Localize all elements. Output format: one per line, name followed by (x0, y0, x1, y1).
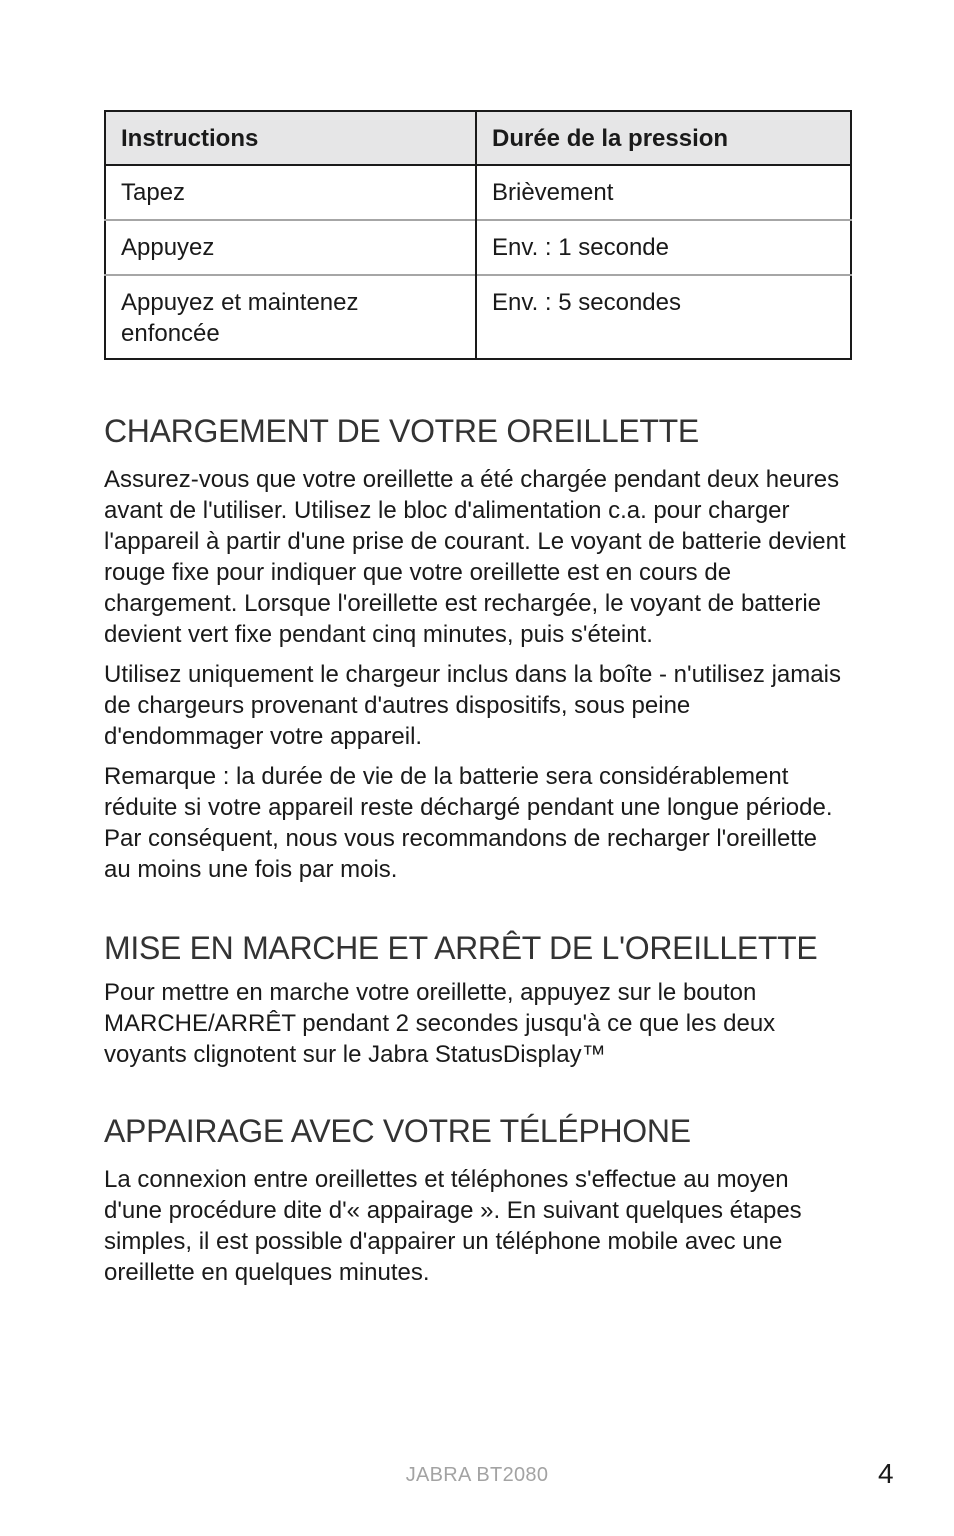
press-duration-table (104, 110, 852, 360)
table-cell-instruction: Tapez (105, 165, 476, 220)
paragraph: Remarque : la durée de vie de la batterie sera considérablement réduite si votre appareil reste déchargé pendant une longue période. Par conséquent, nous vous recommandons de recharger l'oreillette au moins une fois par mois. (104, 763, 833, 883)
page-content (104, 110, 850, 1288)
table-row (105, 275, 851, 359)
paragraph: Utilisez uniquement le chargeur inclus dans la boîte - n'utilisez jamais de chargeurs provenant d'autres dispositifs, sous peine d'endommager votre appareil. (104, 661, 841, 750)
table-cell-duration: Brièvement (492, 179, 614, 206)
table-cell-duration: Env. : 1 seconde (492, 234, 669, 261)
section-charging (104, 412, 850, 885)
table-row (105, 165, 851, 220)
table-header-instructions: Instructions (105, 111, 476, 165)
table-row (105, 220, 851, 275)
table-header-row (105, 111, 851, 165)
section-title-charging: CHARGEMENT DE VOTRE OREILLETTE (104, 413, 699, 449)
table-header-duration: Durée de la pression (492, 125, 729, 152)
section-pairing (104, 1112, 850, 1288)
paragraph: Pour mettre en marche votre oreillette, appuyez sur le bouton MARCHE/ARRÊT pendant 2 secondes jusqu'à ce que les deux voyants clignotent sur le Jabra StatusDisplay™ (104, 979, 776, 1068)
paragraph: La connexion entre oreillettes et téléphones s'effectue au moyen d'une procédure dite d'« appairage ». En suivant quelques étapes simples, il est possible d'appairer un téléphone mobile avec une oreillette en quelques minutes. (104, 1166, 802, 1286)
section-title-power: MISE EN MARCHE ET ARRÊT DE L'OREILLETTE (104, 930, 818, 966)
table-cell-instruction: Appuyez (105, 220, 476, 275)
section-title-pairing: APPAIRAGE AVEC VOTRE TÉLÉPHONE (104, 1113, 691, 1149)
table-cell-duration: Env. : 5 secondes (492, 289, 681, 316)
section-power (104, 929, 850, 1070)
page-number: 4 (878, 1458, 894, 1489)
table-cell-instruction: Appuyez et maintenez enfoncée (105, 275, 476, 359)
paragraph: Assurez-vous que votre oreillette a été chargée pendant deux heures avant de l'utiliser. Utilisez le bloc d'alimentation c.a. pour charger l'appareil à partir d'une prise de courant. Le voyant de batterie devient rouge fixe pour indiquer que votre oreillette est en cours de chargement. Lorsque l'oreillette est rechargée, le voyant de batterie devient vert fixe pendant cinq minutes, puis s'éteint. (104, 466, 846, 648)
footer-brand: JABRA BT2080 (405, 1464, 549, 1486)
